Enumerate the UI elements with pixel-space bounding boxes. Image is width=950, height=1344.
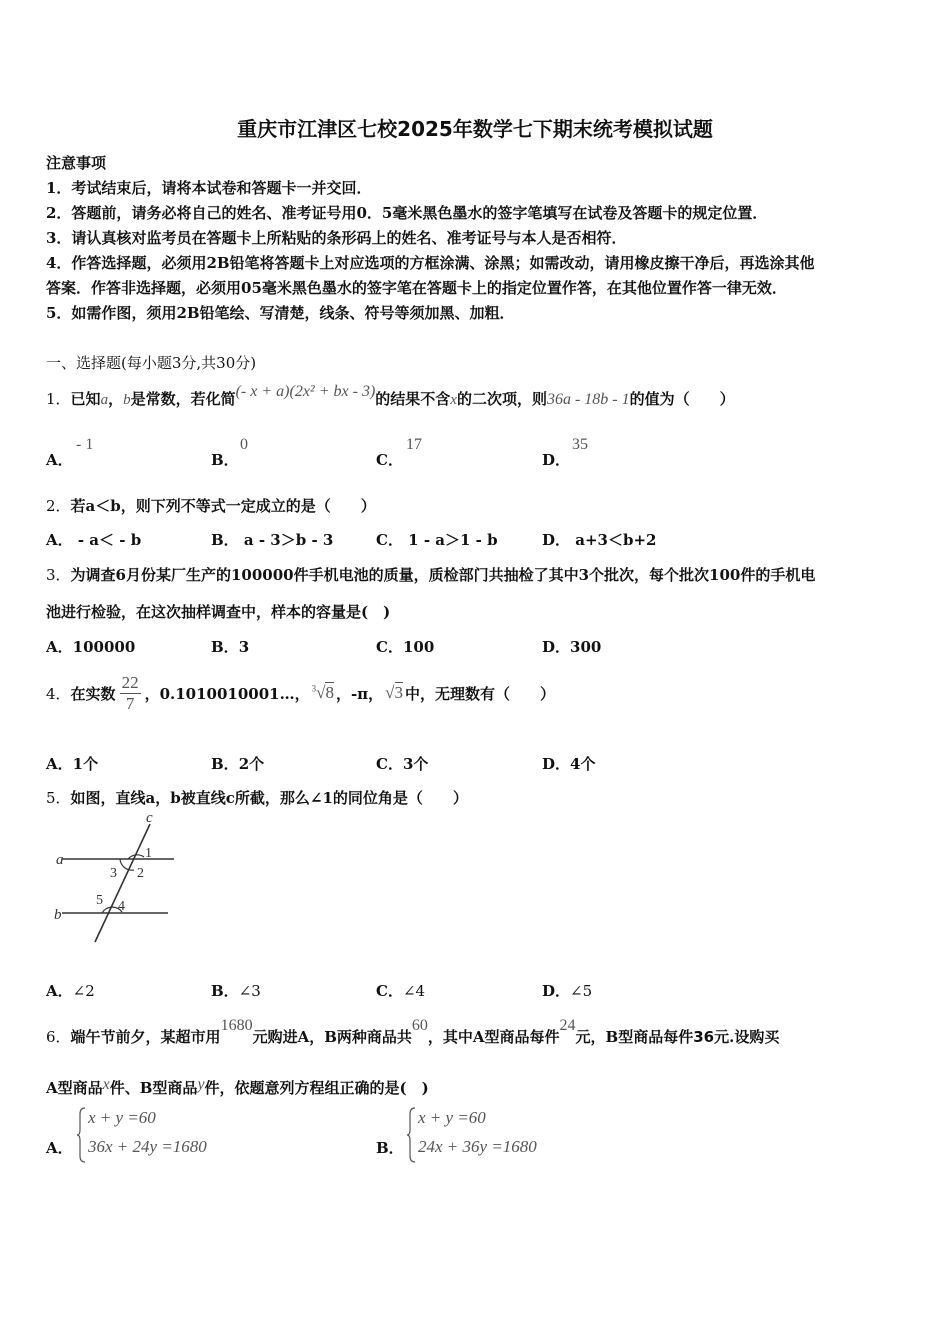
q1-text: 已知 xyxy=(70,390,101,408)
q1-option-d-label: D． xyxy=(542,451,571,469)
q4-option-d-value: 4个 xyxy=(570,755,596,773)
q3-option-c-value: 100 xyxy=(402,638,435,656)
q4-option-c xyxy=(376,753,428,774)
q4-text: 中，无理数有（ ） xyxy=(405,684,556,703)
q4-number: 4． xyxy=(46,684,71,703)
q6-option-a-label: A． xyxy=(46,1139,73,1157)
q3-option-a-label: A． xyxy=(46,638,73,656)
q6-option-b-equation-1: x + y =60 xyxy=(418,1108,486,1127)
notice-heading: 注意事项 xyxy=(46,154,107,172)
label-5: 5 xyxy=(96,893,103,908)
notice-item-4: 4．作答选择题，必须用2B铅笔将答题卡上对应选项的方框涂满、涂黑；如需改动，请用橡皮擦干净后，再选涂其他 xyxy=(46,254,815,272)
q2-option-b xyxy=(211,529,333,550)
question-3-line-1 xyxy=(46,564,815,585)
q5-option-c xyxy=(376,980,425,1001)
notice-item-6: 5．如需作图，须用2B铅笔绘、写清楚，线条、符号等须加黑、加粗． xyxy=(46,304,515,322)
question-6-line-1 xyxy=(46,1017,780,1047)
q4-option-c-value: 3个 xyxy=(402,755,429,773)
q1-expr-1: (- x + a) xyxy=(235,383,290,400)
notice-item-1: 1．考试结束后，请将本试卷和答题卡一并交回． xyxy=(46,179,372,197)
q6-var-y: y xyxy=(197,1076,205,1093)
question-4 xyxy=(46,668,555,718)
q5-option-a xyxy=(46,980,95,1001)
q1-option-d-value: 35 xyxy=(572,436,588,453)
q2-option-a-label: A． xyxy=(46,531,73,549)
question-2 xyxy=(46,495,376,516)
label-b: b xyxy=(54,907,62,923)
q1-expr-3: 36a - 18b - 1 xyxy=(546,391,630,408)
label-a: a xyxy=(56,852,64,868)
q2-option-a-value: - a＜ - b xyxy=(72,531,142,549)
q4-option-b-value: 2个 xyxy=(238,755,265,773)
label-3: 3 xyxy=(110,866,117,881)
q1-option-a-label: A． xyxy=(46,451,73,469)
line-c xyxy=(95,824,150,942)
q3-option-b-label: B． xyxy=(211,638,239,656)
q6-option-a-equation-2: 36x + 24y =1680 xyxy=(88,1137,207,1156)
q6-number-1680: 1680 xyxy=(220,1017,253,1034)
notice-item-3: 3．请认真核对监考员在答题卡上所粘贴的条形码上的姓名、准考证号与本人是否相符． xyxy=(46,229,627,247)
q4-cube-root-radicand: 8 xyxy=(325,683,334,702)
q5-option-b xyxy=(211,980,261,1001)
label-1: 1 xyxy=(145,846,152,861)
q2-option-d-label: D． xyxy=(542,531,571,549)
q1-sep: ， xyxy=(108,390,124,408)
q6-option-b-label: B． xyxy=(376,1139,404,1157)
q4-cube-root: $^3$√8 xyxy=(311,683,334,702)
q4-text: 在实数 xyxy=(70,684,116,703)
q4-option-a-label: A． xyxy=(46,755,73,773)
q3-option-b-value: 3 xyxy=(238,638,250,656)
q4-option-b xyxy=(211,753,264,774)
q6-text: 元购进A，B两种商品共 xyxy=(252,1028,412,1046)
q2-option-b-value: a - 3＞b - 3 xyxy=(238,531,334,549)
section-heading: 一、选择题(每小题3分,共30分) xyxy=(46,354,257,372)
q1-text: 是常数，若化简 xyxy=(130,390,236,408)
question-3-line-2: 池进行检验，在这次抽样调查中，样本的容量是( ) xyxy=(46,603,391,621)
q5-option-d-label: D． xyxy=(542,982,571,1000)
q6-var-x: x xyxy=(102,1076,110,1093)
q3-option-d xyxy=(542,636,601,657)
q4-option-a xyxy=(46,753,98,774)
q6-text: 元，B型商品每件 xyxy=(575,1028,694,1046)
q2-option-b-label: B． xyxy=(211,531,239,549)
q6-option-b-equation-2: 24x + 36y =1680 xyxy=(418,1137,537,1156)
q5-option-d xyxy=(542,980,592,1001)
q3-number: 3． xyxy=(46,566,71,584)
q1-option-b-value: 0 xyxy=(240,436,248,453)
q2-option-c-value: 1 - a＞1 - b xyxy=(402,531,498,549)
q5-option-a-label: A． xyxy=(46,982,73,1000)
label-4: 4 xyxy=(118,899,125,914)
q4-square-root: √3 xyxy=(385,683,403,702)
q4-fraction-denominator: 7 xyxy=(125,693,135,713)
q2-text: 若a＜b，则下列不等式一定成立的是（ ） xyxy=(70,497,376,515)
q5-option-b-value: ∠3 xyxy=(238,982,261,1000)
q4-fraction-numerator: 22 xyxy=(121,672,139,692)
notice-item-2: 2．答题前，请务必将自己的姓名、准考证号用0．5毫米黑色墨水的签字笔填写在试卷及答题卡的规定位置． xyxy=(46,204,768,222)
notice-item-5: 答案．作答非选择题，必须用05毫米黑色墨水的签字笔在答题卡上的指定位置作答，在其他位置作答一律无效． xyxy=(46,279,787,297)
q6-text: A型商品 xyxy=(46,1079,103,1097)
q1-var-b: b xyxy=(123,392,131,408)
q1-expr-2: (2x² + bx - 3) xyxy=(289,383,376,400)
q6-option-a-system xyxy=(76,1106,246,1166)
q3-option-d-value: 300 xyxy=(570,638,602,656)
q1-var-x: x xyxy=(450,392,457,408)
q6-text: 端午节前夕，某超市用 xyxy=(70,1028,221,1046)
label-2: 2 xyxy=(137,866,144,881)
q6-number-60: 60 xyxy=(411,1017,428,1034)
q5-option-b-label: B． xyxy=(211,982,239,1000)
q6-number: 6． xyxy=(46,1028,71,1046)
q3-option-b xyxy=(211,636,249,657)
q5-text: 如图，直线a，b被直线c所截，那么∠1的同位角是（ ） xyxy=(70,789,468,807)
q1-text: 的结果不含 xyxy=(375,390,451,408)
q3-option-c xyxy=(376,636,434,657)
question-1 xyxy=(46,383,735,409)
q2-option-d-value: a+3＜b+2 xyxy=(570,531,657,549)
q3-option-a-value: 100000 xyxy=(72,638,136,656)
q6-text: 元.设购买 xyxy=(714,1028,780,1046)
q6-text: 件、B型商品 xyxy=(109,1079,198,1097)
q2-number: 2． xyxy=(46,497,71,515)
q6-number-36: 36 xyxy=(693,1028,715,1046)
q1-option-b-label: B． xyxy=(211,451,239,469)
q4-square-root-radicand: 3 xyxy=(394,683,403,702)
q6-option-a-equation-1: x + y =60 xyxy=(88,1108,156,1127)
q6-text: 件，依题意列方程组正确的是( ) xyxy=(204,1079,429,1097)
q2-option-a xyxy=(46,529,141,550)
q4-fraction xyxy=(120,673,141,714)
q6-option-b-system xyxy=(406,1106,576,1166)
q4-option-d-label: D． xyxy=(542,755,571,773)
q1-option-c-label: C． xyxy=(376,451,403,469)
q5-option-c-label: C． xyxy=(376,982,403,1000)
q2-option-d xyxy=(542,529,656,550)
q4-option-c-label: C． xyxy=(376,755,403,773)
q4-option-a-value: 1个 xyxy=(72,755,99,773)
label-c: c xyxy=(146,812,153,826)
question-5 xyxy=(46,787,468,808)
page-title: 重庆市江津区七校2025年数学七下期末统考模拟试题 xyxy=(237,117,713,141)
q5-figure xyxy=(50,812,180,947)
q2-option-c xyxy=(376,529,498,550)
q3-text: 为调查6月份某厂生产的100000件手机电池的质量，质检部门共抽检了其中3个批次，每个批次100件的手机电 xyxy=(70,566,816,584)
q5-option-c-value: ∠4 xyxy=(402,982,426,1000)
brace-icon xyxy=(76,1106,86,1164)
q5-number: 5． xyxy=(46,789,71,807)
q1-option-a-value: - 1 xyxy=(76,436,94,453)
question-6-line-2 xyxy=(46,1077,429,1098)
q5-option-a-value: ∠2 xyxy=(72,982,95,1000)
q6-number-24: 24 xyxy=(559,1017,576,1034)
q1-var-a: a xyxy=(100,392,109,408)
q4-text: ，-π， xyxy=(335,684,384,703)
brace-icon xyxy=(406,1106,416,1164)
q1-option-c-value: 17 xyxy=(406,436,422,453)
q3-option-d-label: D． xyxy=(542,638,571,656)
q1-number: 1． xyxy=(46,390,71,408)
q3-option-a xyxy=(46,636,135,657)
q5-option-d-value: ∠5 xyxy=(570,982,593,1000)
q1-text: 的值为（ ） xyxy=(629,390,735,408)
q1-text: 的二次项，则 xyxy=(456,390,547,408)
q3-option-c-label: C． xyxy=(376,638,403,656)
q6-text: ，其中A型商品每件 xyxy=(427,1028,560,1046)
q4-option-d xyxy=(542,753,595,774)
q2-option-c-label: C． xyxy=(376,531,403,549)
q4-text: ，0.1010010001…， xyxy=(144,684,310,703)
q4-option-b-label: B． xyxy=(211,755,239,773)
